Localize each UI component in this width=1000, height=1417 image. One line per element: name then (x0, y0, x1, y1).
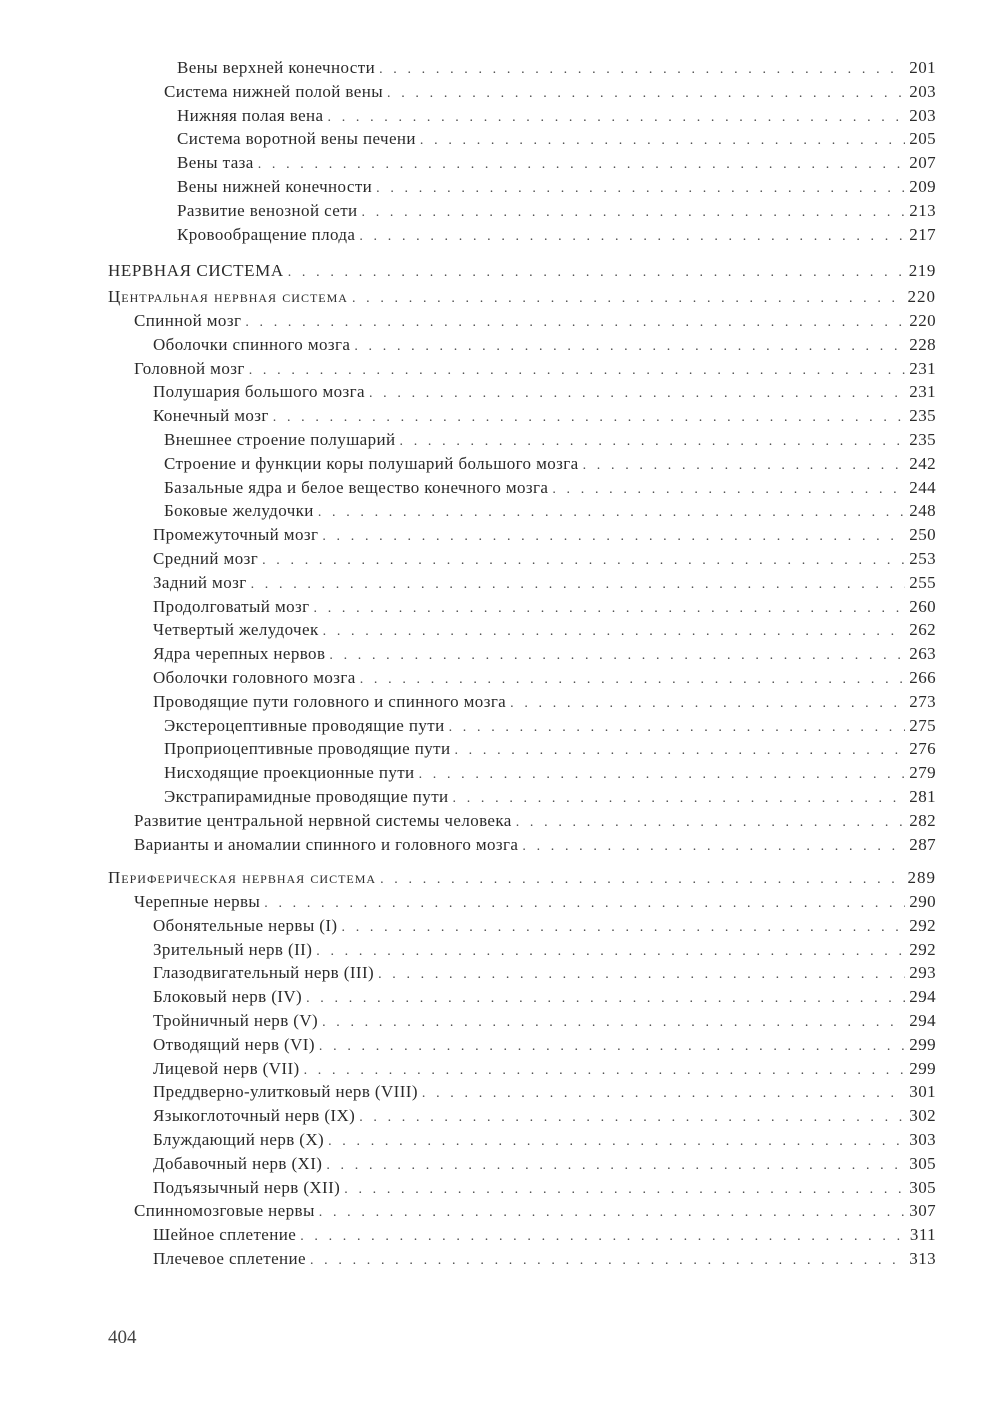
toc-entry-page: 213 (909, 200, 936, 220)
toc-entry[interactable] (108, 478, 936, 502)
toc-entry-page: 292 (909, 915, 936, 935)
toc-entry[interactable] (108, 549, 936, 573)
toc-entry-page: 235 (909, 406, 936, 426)
toc-entry[interactable] (108, 430, 936, 454)
toc-entry-page: 201 (909, 58, 936, 77)
toc-entry[interactable] (108, 201, 936, 225)
toc-entry-title: Развитие венозной сети (177, 200, 358, 220)
toc-entry[interactable] (108, 597, 936, 621)
toc-entry-page: 231 (909, 382, 936, 402)
toc-entry-page: 203 (909, 105, 936, 125)
dot-leader (273, 410, 906, 426)
toc-entry-page: 231 (909, 358, 936, 378)
toc-entry-page: 248 (909, 501, 936, 521)
toc-entry[interactable] (108, 1059, 936, 1083)
toc-group-veins (108, 58, 936, 248)
dot-leader (342, 920, 906, 936)
dot-leader (352, 291, 904, 307)
toc-entry-title: Боковые желудочки (164, 501, 314, 521)
toc-entry[interactable] (108, 620, 936, 644)
dot-leader (322, 1015, 905, 1031)
toc-entry-title: Проводящие пути головного и спинного мозга (153, 691, 507, 711)
page-number: 404 (108, 1327, 137, 1348)
toc-entry[interactable] (108, 406, 936, 430)
dot-leader (359, 1110, 905, 1126)
toc-entry-title: Экстероцептивные проводящие пути (164, 715, 445, 735)
dot-leader (258, 157, 906, 173)
toc-entry[interactable] (108, 835, 936, 859)
toc-entry-title: Экстрапирамидные проводящие пути (164, 786, 449, 806)
toc-entry-page: 250 (909, 525, 936, 545)
toc-entry[interactable] (108, 129, 936, 153)
toc-entry[interactable] (108, 940, 936, 964)
toc-entry[interactable] (108, 1011, 936, 1035)
toc-entry-title: Отводящий нерв (VI) (153, 1034, 315, 1054)
dot-leader (326, 1158, 905, 1174)
dot-leader (510, 696, 905, 712)
toc-entry-page: 287 (909, 834, 936, 854)
toc-group-central (108, 287, 936, 858)
toc-entry-page: 293 (909, 963, 936, 983)
toc-entry-title: Вены верхней конечности (177, 58, 376, 77)
toc-section-nervous-system (108, 261, 936, 285)
dot-leader (304, 1063, 906, 1079)
toc-entry-page: 289 (907, 868, 936, 888)
dot-leader (362, 205, 906, 221)
toc-entry[interactable] (108, 382, 936, 406)
dot-leader (360, 672, 906, 688)
toc-entry-title: Варианты и аномалии спинного и головного мозга (134, 834, 519, 854)
toc-entry-page: 242 (909, 453, 936, 473)
dot-leader (379, 62, 905, 78)
toc-entry-page: 294 (909, 1011, 936, 1031)
toc-entry-page: 313 (909, 1249, 936, 1269)
toc-entry-page: 305 (909, 1153, 936, 1173)
toc-entry-page: 262 (909, 620, 936, 640)
dot-leader (288, 265, 905, 281)
toc-entry-title: Задний мозг (153, 572, 247, 592)
toc-entry-page: 294 (909, 987, 936, 1007)
toc-entry-title: Внешнее строение полушарий (164, 429, 396, 449)
toc-entry-title: Обонятельные нервы (I) (153, 915, 338, 935)
dot-leader (264, 896, 905, 912)
toc-entry-title: Конечный мозг (153, 406, 269, 426)
toc-entry-title: Полушария большого мозга (153, 382, 365, 402)
dot-leader (449, 720, 906, 736)
toc-entry[interactable] (108, 916, 936, 940)
toc-entry[interactable] (108, 1225, 936, 1249)
toc-entry-page: 299 (909, 1034, 936, 1054)
toc-entry[interactable] (108, 1201, 936, 1225)
toc-entry[interactable] (108, 1130, 936, 1154)
toc-entry-title: Спинной мозг (134, 310, 242, 330)
dot-leader (422, 1086, 905, 1102)
toc-entry-title: Шейное сплетение (153, 1225, 297, 1245)
toc-entry-title: Блуждающий нерв (X) (153, 1130, 325, 1150)
dot-leader (262, 553, 905, 569)
toc-entry-title: Ядра черепных нервов (153, 644, 326, 664)
toc-entry-page: 203 (909, 81, 936, 101)
dot-leader (522, 839, 905, 855)
toc-entry-title: Нисходящие проекционные пути (164, 763, 415, 783)
dot-leader (376, 181, 905, 197)
toc-entry-title: Продолговатый мозг (153, 596, 310, 616)
dot-leader (328, 1134, 905, 1150)
dot-leader (318, 505, 905, 521)
toc-entry-page: 205 (909, 129, 936, 149)
toc-entry-page: 302 (909, 1106, 936, 1126)
toc-entry[interactable] (108, 106, 936, 130)
toc-entry-page: 290 (909, 892, 936, 912)
dot-leader (380, 872, 903, 888)
toc-entry-page: 207 (909, 153, 936, 173)
toc-entry[interactable] (108, 868, 936, 892)
toc-entry-page: 253 (909, 548, 936, 568)
dot-leader (359, 229, 905, 245)
toc-entry-page: 244 (909, 477, 936, 497)
dot-leader (323, 624, 906, 640)
toc-entry-title: Кровообращение плода (177, 224, 356, 244)
toc-entry-title: Средний мозг (153, 548, 259, 568)
toc-entry[interactable] (108, 153, 936, 177)
dot-leader (310, 1253, 905, 1269)
toc-entry-page: 305 (909, 1177, 936, 1197)
toc-entry-title: Нижняя полая вена (177, 105, 324, 125)
toc-entry-page: 292 (909, 939, 936, 959)
dot-leader (251, 577, 906, 593)
dot-leader (400, 434, 906, 450)
toc-entry-title: Лицевой нерв (VII) (153, 1058, 300, 1078)
dot-leader (319, 1039, 905, 1055)
toc-entry-title: Центральная нервная система (108, 287, 348, 307)
toc-entry-page: 263 (909, 644, 936, 664)
toc-entry[interactable] (108, 177, 936, 201)
toc-entry-title: Вены нижней конечности (177, 176, 373, 196)
dot-leader (314, 601, 906, 617)
dot-leader (249, 363, 906, 379)
toc-entry-page: 303 (909, 1130, 936, 1150)
toc-entry-title: Спинномозговые нервы (134, 1201, 315, 1221)
toc-entry[interactable] (108, 763, 936, 787)
toc-entry[interactable] (108, 501, 936, 525)
toc-entry[interactable] (108, 225, 936, 249)
toc-entry-title: Базальные ядра и белое вещество конечного мозга (164, 477, 549, 497)
toc-entry-page: 273 (909, 691, 936, 711)
toc-entry[interactable] (108, 1106, 936, 1130)
toc-entry-title: Добавочный нерв (XI) (153, 1153, 323, 1173)
toc-entry-page: 255 (909, 572, 936, 592)
toc-entry[interactable] (108, 739, 936, 763)
toc-entry-title: Оболочки спинного мозга (153, 334, 351, 354)
toc-entry-page: 266 (909, 667, 936, 687)
toc-entry-title: Система воротной вены печени (177, 129, 416, 149)
toc-entry[interactable] (108, 1082, 936, 1106)
dot-leader (454, 743, 905, 759)
toc-entry[interactable] (108, 987, 936, 1011)
toc-entry-page: 282 (909, 810, 936, 830)
toc-entry[interactable] (108, 1178, 936, 1202)
toc-entry[interactable] (108, 963, 936, 987)
toc-entry[interactable] (108, 573, 936, 597)
toc-entry-title: Языкоглоточный нерв (IX) (153, 1106, 356, 1126)
dot-leader (420, 133, 905, 149)
toc-entry[interactable] (108, 644, 936, 668)
toc-entry-title: Четвертый желудочек (153, 620, 319, 640)
toc-entry[interactable] (108, 787, 936, 811)
dot-leader (516, 815, 906, 831)
toc-entry-title: Проприоцептивные проводящие пути (164, 739, 451, 759)
toc-entry-page: 299 (909, 1058, 936, 1078)
toc-entry-page: 209 (909, 176, 936, 196)
toc-entry[interactable] (108, 261, 936, 285)
dot-leader (369, 386, 905, 402)
toc-entry-title: Черепные нервы (134, 892, 261, 912)
toc-entry[interactable] (108, 335, 936, 359)
table-of-contents (108, 58, 936, 1273)
toc-entry-page: 220 (909, 310, 936, 330)
dot-leader (344, 1182, 905, 1198)
toc-group-peripheral (108, 868, 936, 1273)
toc-entry[interactable] (108, 892, 936, 916)
toc-entry[interactable] (108, 692, 936, 716)
toc-entry-title: Периферическая нервная система (108, 868, 377, 888)
dot-leader (245, 315, 905, 331)
toc-entry-page: 276 (909, 739, 936, 759)
toc-entry-page: 217 (909, 224, 936, 244)
dot-leader (319, 1205, 906, 1221)
toc-entry[interactable] (108, 287, 936, 311)
toc-entry-title: Вены таза (177, 153, 254, 173)
toc-entry-title: Промежуточный мозг (153, 525, 319, 545)
toc-entry[interactable] (108, 311, 936, 335)
dot-leader (552, 482, 905, 498)
dot-leader (328, 110, 906, 126)
toc-entry-title: Блоковый нерв (IV) (153, 987, 303, 1007)
toc-entry-title: Плечевое сплетение (153, 1249, 306, 1269)
toc-entry-page: 301 (909, 1082, 936, 1102)
toc-entry-page: 260 (909, 596, 936, 616)
toc-entry[interactable] (108, 668, 936, 692)
dot-leader (419, 767, 906, 783)
toc-entry[interactable] (108, 1035, 936, 1059)
dot-leader (329, 648, 905, 664)
toc-entry-title: Строение и функции коры полушарий большого мозга (164, 453, 579, 473)
toc-entry[interactable] (108, 811, 936, 835)
dot-leader (316, 944, 905, 960)
toc-entry[interactable] (108, 525, 936, 549)
dot-leader (322, 529, 905, 545)
dot-leader (300, 1229, 906, 1245)
toc-entry-title: Головной мозг (134, 358, 245, 378)
toc-entry-page: 228 (909, 334, 936, 354)
dot-leader (583, 458, 906, 474)
toc-entry-page: 307 (909, 1201, 936, 1221)
toc-entry[interactable] (108, 716, 936, 740)
toc-entry-title: Оболочки головного мозга (153, 667, 356, 687)
toc-entry-page: 311 (909, 1225, 936, 1245)
toc-entry-title: НЕРВНАЯ СИСТЕМА (108, 261, 284, 281)
toc-entry-page: 219 (908, 261, 936, 281)
toc-entry-title: Зрительный нерв (II) (153, 939, 313, 959)
toc-entry-page: 275 (909, 715, 936, 735)
dot-leader (387, 86, 905, 102)
toc-entry-title: Тройничный нерв (V) (153, 1011, 319, 1031)
dot-leader (453, 791, 906, 807)
dot-leader (306, 991, 905, 1007)
toc-entry-page: 279 (909, 763, 936, 783)
toc-entry-page: 220 (907, 287, 936, 307)
toc-entry[interactable] (108, 359, 936, 383)
toc-entry-title: Глазодвигательный нерв (III) (153, 963, 375, 983)
toc-entry[interactable] (108, 58, 936, 82)
toc-entry-title: Подъязычный нерв (XII) (153, 1177, 341, 1197)
toc-entry[interactable] (108, 82, 936, 106)
toc-entry-title: Система нижней полой вены (164, 81, 384, 101)
toc-entry-page: 281 (909, 786, 936, 806)
toc-entry-title: Развитие центральной нервной системы человека (134, 810, 512, 830)
toc-entry[interactable] (108, 1249, 936, 1273)
toc-entry-page: 235 (909, 429, 936, 449)
dot-leader (354, 339, 905, 355)
toc-entry-title: Преддверно-улитковый нерв (VIII) (153, 1082, 418, 1102)
dot-leader (378, 967, 905, 983)
toc-entry[interactable] (108, 1154, 936, 1178)
toc-entry[interactable] (108, 454, 936, 478)
